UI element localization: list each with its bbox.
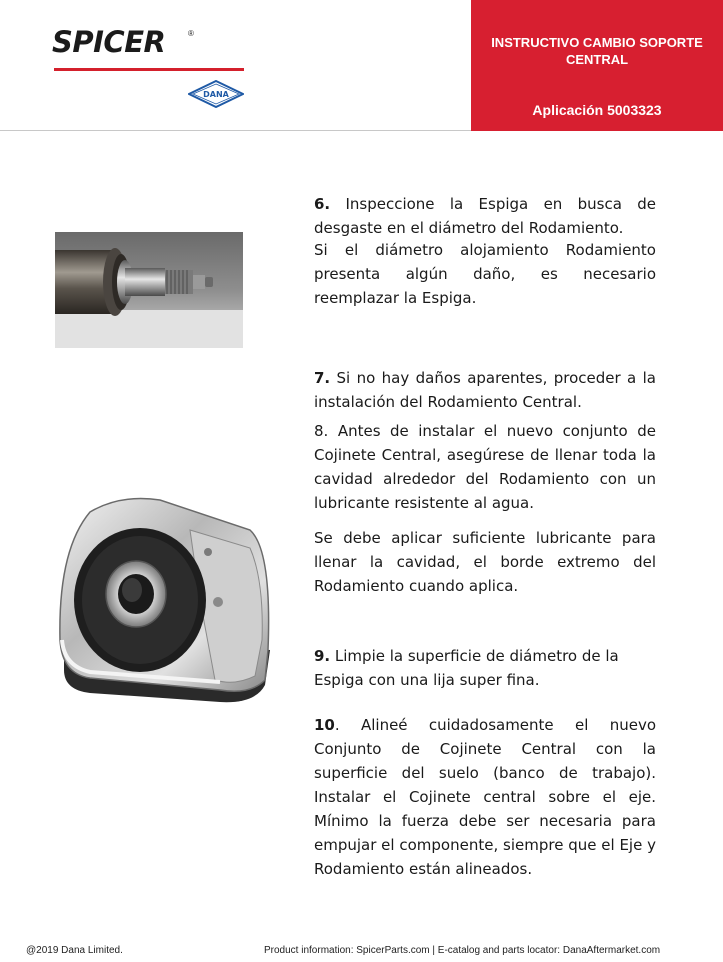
step-8: 8. Antes de instalar el nuevo conjunto de Cojinete Central, asegúrese de llenar toda la cavidad alrededor del Rodamiento con un lubricante resistente al agua. (314, 422, 656, 512)
dana-logo-text: DANA (203, 90, 229, 99)
document-title: INSTRUCTIVO CAMBIO SOPORTE CENTRAL (491, 35, 703, 67)
dana-logo-icon (188, 80, 244, 108)
title-panel (471, 0, 723, 131)
step-10-text: . Alineé cuidadosamente el nuevo Conjunto de Cojinete Central con la superficie del suelo (banco de trabajo). Instalar el Cojinete central sobre el eje. Mínimo la fuerza debe ser necesaria para empujar el componente, siempre que el Eje y Rodamiento están alineados. (314, 716, 656, 878)
page-header (0, 0, 723, 131)
application-number: Aplicación 5003323 (532, 102, 662, 118)
step-6-note: Si el diámetro alojamiento Rodamiento presenta algún daño, es necesario reemplazar la Espiga. (314, 241, 656, 307)
step-10 (314, 713, 656, 881)
step-10-number: 10 (314, 716, 335, 734)
brand-name: SPICER (52, 25, 166, 59)
step-8-note: Se debe aplicar suficiente lubricante para llenar la cavidad, el borde extremo del Rodamiento cuando aplica. (314, 529, 656, 595)
center-bearing-photo (50, 490, 278, 710)
step-7-text: Si no hay daños aparentes, proceder a la instalación del Rodamiento Central. (314, 369, 656, 411)
footer-copyright: @2019 Dana Limited. (26, 945, 123, 956)
spigot-photo (55, 232, 243, 348)
step-6-text: Inspeccione la Espiga en busca de desgaste en el diámetro del Rodamiento. (314, 195, 656, 237)
registered-mark: ® (188, 29, 194, 38)
spicer-logo (50, 25, 250, 110)
step-9-text: Limpie la superficie de diámetro de la Espiga con una lija super fina. (314, 647, 619, 689)
step-6-number: 6. (314, 195, 331, 213)
step-7 (314, 366, 656, 414)
step-6 (314, 192, 656, 240)
brand-underline (54, 68, 244, 71)
footer-links: Product information: SpicerParts.com | E-catalog and parts locator: DanaAftermarket.com (264, 945, 661, 956)
step-9 (314, 644, 619, 692)
step-9-number: 9. (314, 647, 331, 665)
step-7-number: 7. (314, 369, 331, 387)
